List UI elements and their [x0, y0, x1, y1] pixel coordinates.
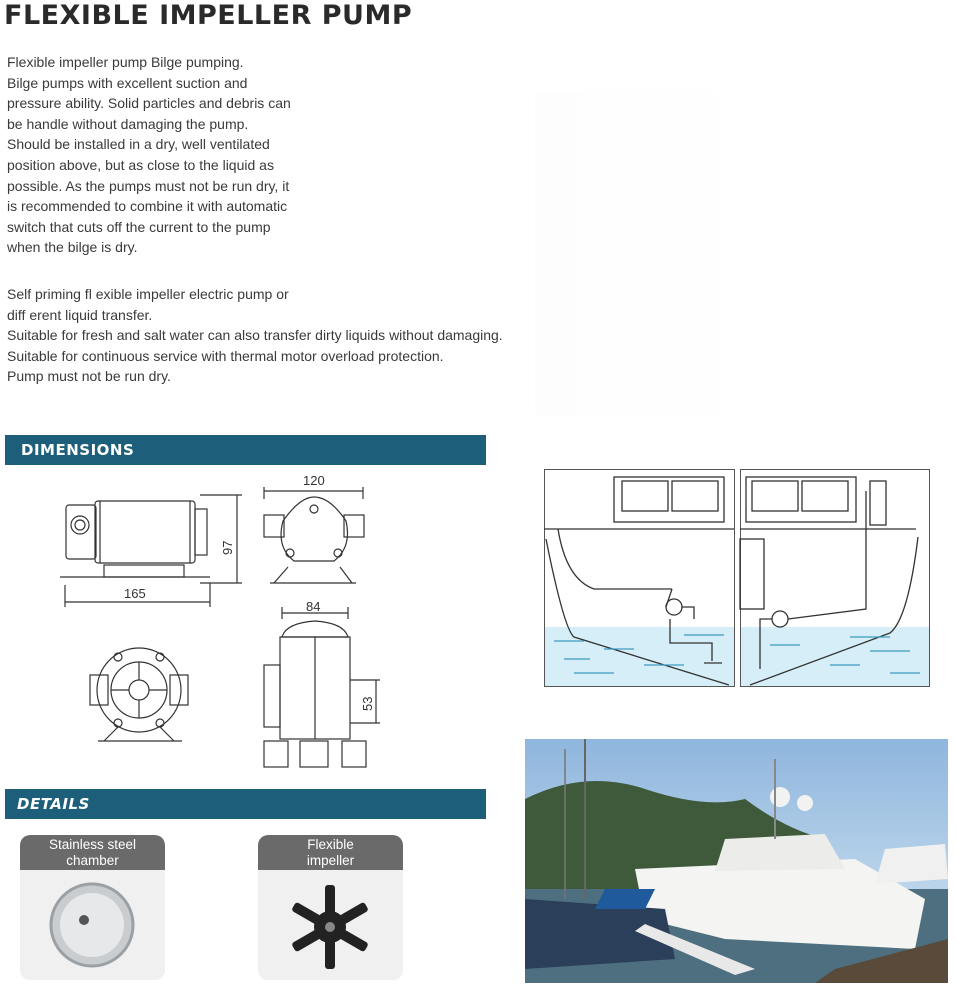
dimensions-heading: DIMENSIONS	[5, 435, 486, 465]
detail-card-impeller-label: Flexible impeller	[258, 835, 403, 870]
dim-front-width: 120	[303, 473, 325, 488]
dimension-drawings	[0, 465, 500, 775]
description-paragraph-2: Self priming fl exible impeller electric pump or diff erent liquid transfer. Suitable for fresh and salt water can also transfer dirty liquids without damaging. Suitable for continuous service with thermal motor overload protection. Pump must not be run dry.	[7, 286, 503, 385]
yacht-photo	[525, 739, 948, 983]
pump-front-view	[264, 487, 364, 583]
pump-top-view	[264, 607, 380, 767]
pump-impeller-view	[90, 648, 188, 741]
installation-diagrams	[544, 469, 930, 689]
detail-card-chamber	[20, 835, 165, 980]
impeller-image	[258, 835, 403, 980]
pump-side-view	[60, 495, 242, 607]
dim-top-depth: 53	[360, 696, 375, 711]
faded-image-placeholder	[535, 90, 760, 415]
details-heading: DETAILS	[5, 789, 486, 819]
dim-top-width: 84	[306, 599, 321, 614]
detail-card-impeller	[258, 835, 403, 980]
page-title: FLEXIBLE IMPELLER PUMP	[4, 0, 413, 31]
detail-card-chamber-label: Stainless steel chamber	[20, 835, 165, 870]
dim-side-length: 165	[124, 586, 146, 601]
installation-diagram-left	[544, 470, 735, 687]
installation-diagram-right	[740, 470, 930, 687]
chamber-image	[20, 835, 165, 980]
description-paragraph-1: Flexible impeller pump Bilge pumping. Bilge pumps with excellent suction and pressure ability. Solid particles and debris can be handle without damaging the pump. Should be installed in a dry, well ventilated position above, but as close to the liquid as possible. As the pumps must not be run dry, it is recommended to combine it with automatic switch that cuts off the current to the pump when the bilge is dry.	[7, 54, 291, 256]
dim-side-height: 97	[220, 540, 235, 555]
